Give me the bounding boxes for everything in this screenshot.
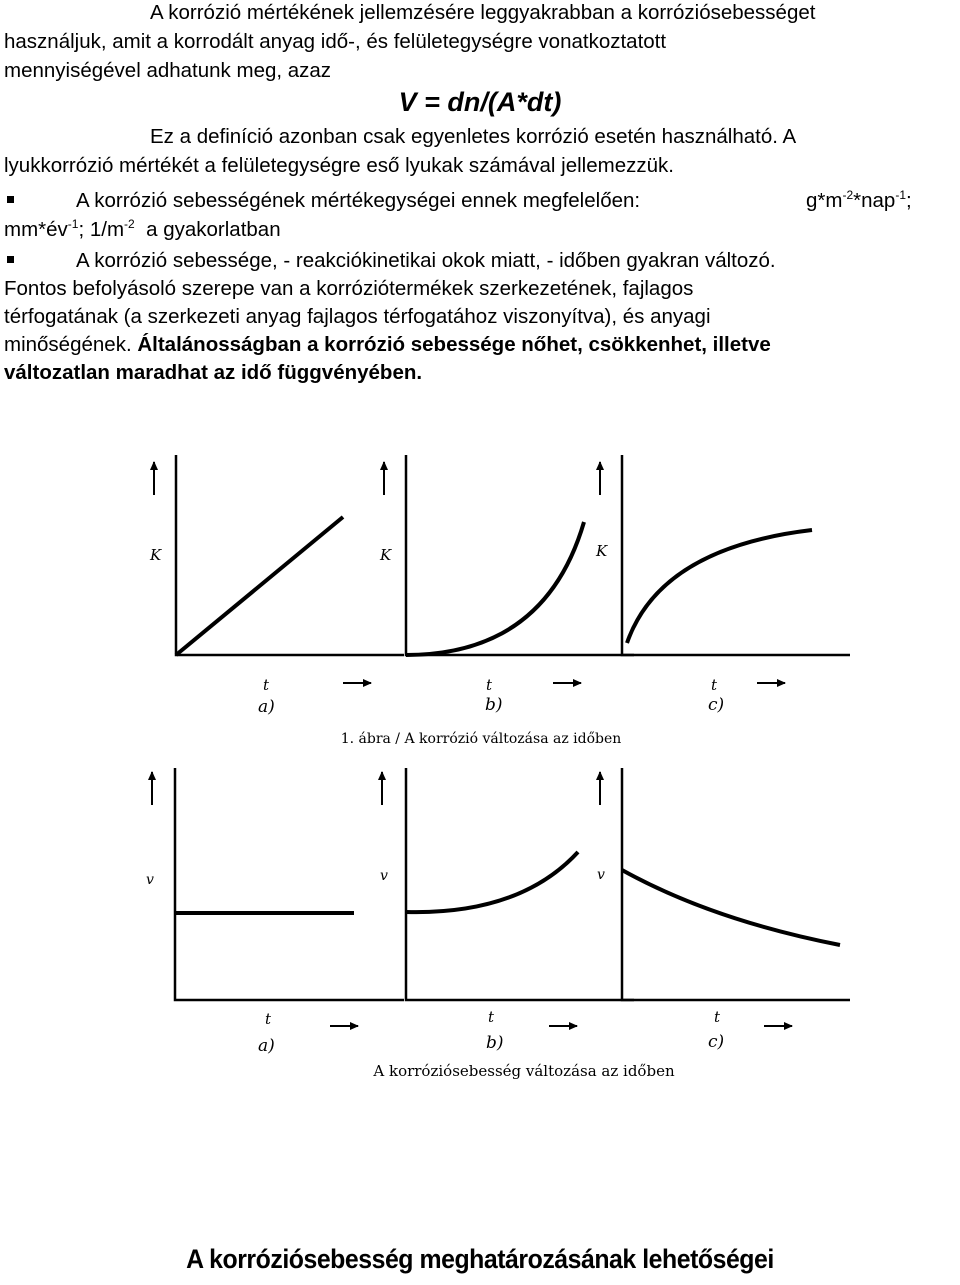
para-line-4: változatlan maradhat az idő függvényében. bbox=[4, 361, 423, 384]
axes bbox=[175, 768, 404, 1000]
axes bbox=[622, 768, 850, 1000]
y-axis-label: v bbox=[380, 868, 388, 884]
fig2-panel-a bbox=[152, 768, 404, 1026]
fig1-panel-a bbox=[154, 455, 404, 683]
fig1-panel-b bbox=[384, 455, 634, 683]
fig2-panel-b bbox=[382, 768, 634, 1026]
para-line-3: minőségének. Általánosságban a korrózió sebessége nőhet, csökkenhet, illetve bbox=[4, 333, 771, 356]
x-axis-label: t bbox=[714, 1008, 721, 1026]
intro-line-5: lyukkorrózió mértékét a felületegységre eső lyukak számával jellemezzük. bbox=[4, 154, 674, 177]
intro-line-2: használjuk, amit a korrodált anyag idő-, és felületegységre vonatkoztatott bbox=[4, 30, 667, 53]
y-axis-label: K bbox=[150, 546, 162, 564]
panel-label-b: b) bbox=[486, 1033, 504, 1053]
curve-accelerating bbox=[406, 522, 584, 655]
axes bbox=[622, 455, 850, 655]
panel-label-c: c) bbox=[708, 1032, 725, 1052]
figure-1 bbox=[154, 455, 850, 683]
intro-line-1: A korrózió mértékének jellemzésére leggyakrabban a korróziósebességet bbox=[150, 1, 816, 24]
bullet-1-text: A korrózió sebességének mértékegységei ennek megfelelően: bbox=[76, 189, 641, 212]
unit-2: $mm*év^{-1}$; $1/m^{-2}$ a gyakorlatban bbox=[4, 217, 281, 241]
unit-1: $g*m^{-2}*nap^{-1}$; bbox=[806, 188, 912, 212]
y-axis-label: K bbox=[380, 546, 392, 564]
panel-label-c: c) bbox=[708, 695, 725, 715]
intro-line-3: mennyiségével adhatunk meg, azaz bbox=[4, 59, 332, 82]
y-axis-label: v bbox=[597, 867, 605, 883]
para-line-1: Fontos befolyásoló szerepe van a korróziótermékek szerkezetének, fajlagos bbox=[4, 277, 694, 300]
bullet-2-text: A korrózió sebessége, - reakciókinetikai okok miatt, - időben gyakran változó. bbox=[76, 249, 776, 272]
panel-label-b: b) bbox=[485, 695, 503, 715]
x-axis-label: t bbox=[263, 676, 270, 694]
curve-decreasing bbox=[622, 870, 840, 945]
x-axis-label: t bbox=[488, 1008, 495, 1026]
panel-label-a: a) bbox=[258, 697, 275, 717]
x-axis-label: t bbox=[711, 676, 718, 694]
corrosion-rate-formula: V = dn/(A*dt) bbox=[398, 87, 562, 117]
curve-decelerating bbox=[627, 530, 812, 643]
figure-2 bbox=[152, 768, 850, 1026]
intro-line-4: Ez a definíció azonban csak egyenletes korrózió esetén használható. A bbox=[150, 125, 797, 148]
panel-label-a: a) bbox=[258, 1036, 275, 1056]
figure-1-caption: 1. ábra / A korrózió változása az időben bbox=[340, 731, 622, 747]
figure-2-caption: A korróziósebesség változása az időben bbox=[373, 1062, 675, 1080]
curve-linear bbox=[176, 517, 343, 655]
x-axis-label: t bbox=[486, 676, 493, 694]
curve-increasing bbox=[406, 852, 578, 912]
y-axis-label: v bbox=[146, 872, 154, 888]
section-title: A korróziósebesség meghatározásának lehetőségei bbox=[186, 1244, 774, 1274]
fig1-panel-c bbox=[600, 455, 850, 683]
para-line-2: térfogatának (a szerkezeti anyag fajlagos térfogatához viszonyítva), és anyagi bbox=[4, 305, 711, 328]
fig2-panel-c bbox=[600, 768, 850, 1026]
x-axis-label: t bbox=[265, 1010, 272, 1028]
y-axis-label: K bbox=[596, 542, 608, 560]
